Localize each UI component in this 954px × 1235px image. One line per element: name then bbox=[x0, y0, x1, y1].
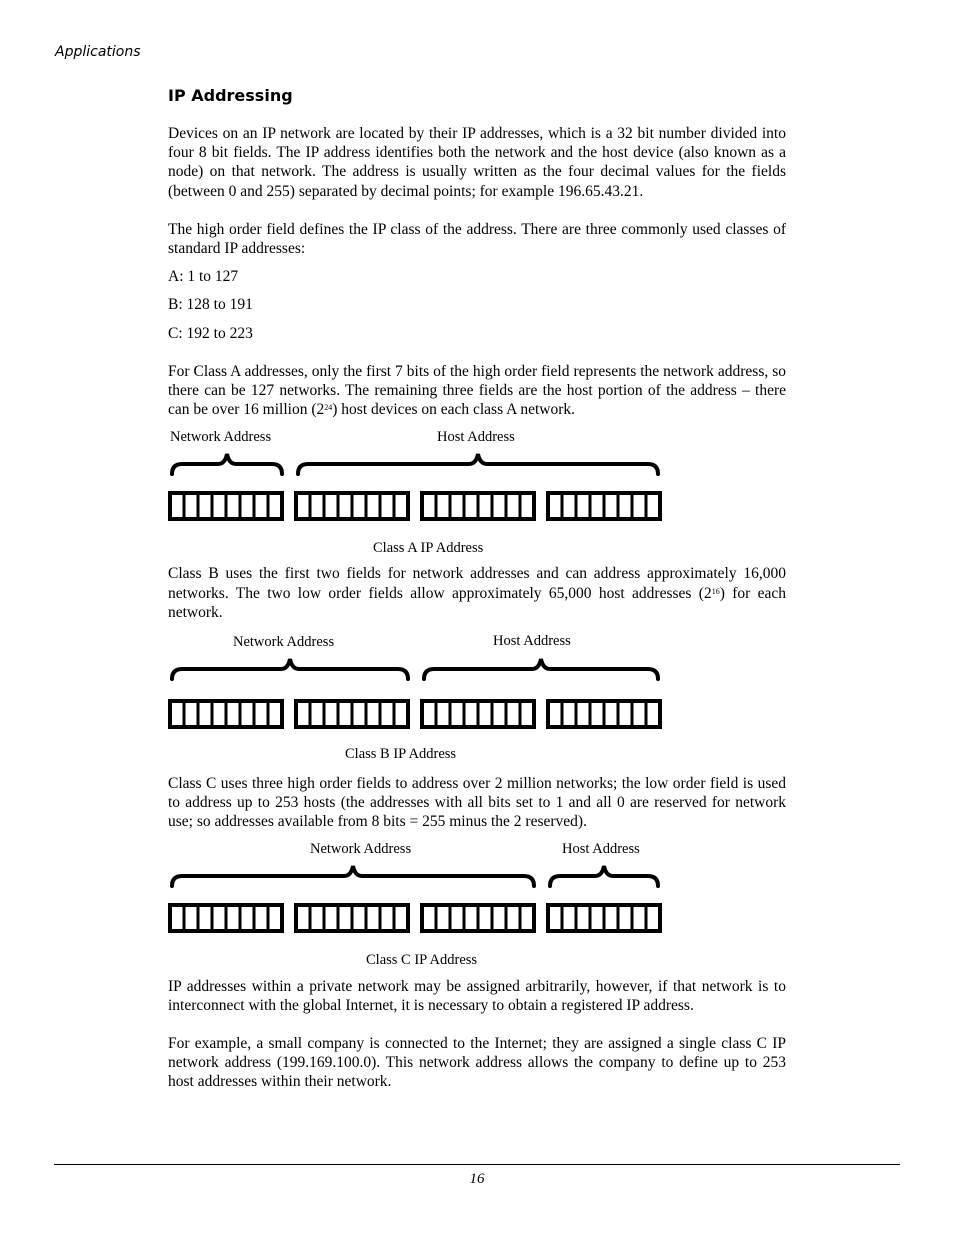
class-b-range: B: 128 to 191 bbox=[168, 296, 253, 314]
network-brace bbox=[172, 454, 282, 474]
class-a-caption: Class A IP Address bbox=[373, 540, 484, 557]
paragraph-ip-classes: The high order field defines the IP class of the address. There are three commonly used classes of standard IP addresses: bbox=[168, 220, 786, 258]
page-number: 16 bbox=[469, 1171, 485, 1187]
class-b-caption: Class B IP Address bbox=[345, 746, 457, 763]
class-b-network-label: Network Address bbox=[233, 634, 335, 651]
network-brace bbox=[172, 866, 534, 886]
paragraph-class-a: For Class A addresses, only the first 7 bits of the high order field represents the network address, so there can be 127 networks. The remaining three fields are the host portion of the address – there can be over 16 million $(2^{24})$ host devices on each class A network. bbox=[168, 362, 786, 419]
class-c-network-label: Network Address bbox=[310, 840, 412, 857]
network-brace bbox=[172, 659, 408, 679]
class-a-diagram bbox=[168, 419, 786, 564]
footer-rule bbox=[54, 1164, 900, 1165]
host-brace bbox=[550, 866, 658, 886]
section-title: IP Addressing bbox=[168, 86, 293, 105]
running-header: Applications bbox=[55, 44, 141, 60]
paragraph-example: For example, a small company is connected to the Internet; they are assigned a single class C IP network address (199.169.100.0). This network address allows the company to define up to 253 host addresses within their network. bbox=[168, 1035, 786, 1091]
class-b-host-label: Host Address bbox=[493, 633, 571, 650]
class-a-network-label: Network Address bbox=[170, 429, 272, 446]
paragraph-ip-intro: Devices on an IP network are located by their IP addresses, which is a 32 bit number divided into four 8 bit fields. The IP address identifies both the network and the host device (also known as a node) on that network. The address is usually written as the four decimal values for the fields (between 0 and 255) separated by decimal points; for example 196.65.43.21. bbox=[168, 125, 786, 200]
paragraph-class-c: Class C uses three high order fields to address over 2 million networks; the low order field is used to address up to 253 hosts (the addresses with all bits set to 1 and all 0 are reserved for network use; so addresses available from 8 bits = 255 minus the 2 reserved). bbox=[168, 775, 786, 831]
host-brace bbox=[298, 454, 658, 474]
class-a-range: A: 1 to 127 bbox=[168, 268, 239, 286]
class-b-diagram bbox=[168, 622, 786, 774]
paragraph-class-b: Class B uses the first two fields for network addresses and can address approximately 16,000 networks. The two low order fields allow approximately 65,000 host addresses $(2^{16})$ for each network. bbox=[168, 565, 787, 621]
class-a-host-label: Host Address bbox=[437, 429, 515, 446]
class-c-host-label: Host Address bbox=[562, 840, 640, 857]
class-c-diagram bbox=[168, 832, 786, 977]
main-content bbox=[168, 86, 786, 1092]
class-c-caption: Class C IP Address bbox=[366, 951, 478, 968]
paragraph-private-network: IP addresses within a private network may be assigned arbitrarily, however, if that network is to interconnect with the global Internet, it is necessary to obtain a registered IP address. bbox=[168, 977, 786, 1014]
host-brace bbox=[424, 659, 658, 679]
class-c-range: C: 192 to 223 bbox=[168, 324, 253, 342]
